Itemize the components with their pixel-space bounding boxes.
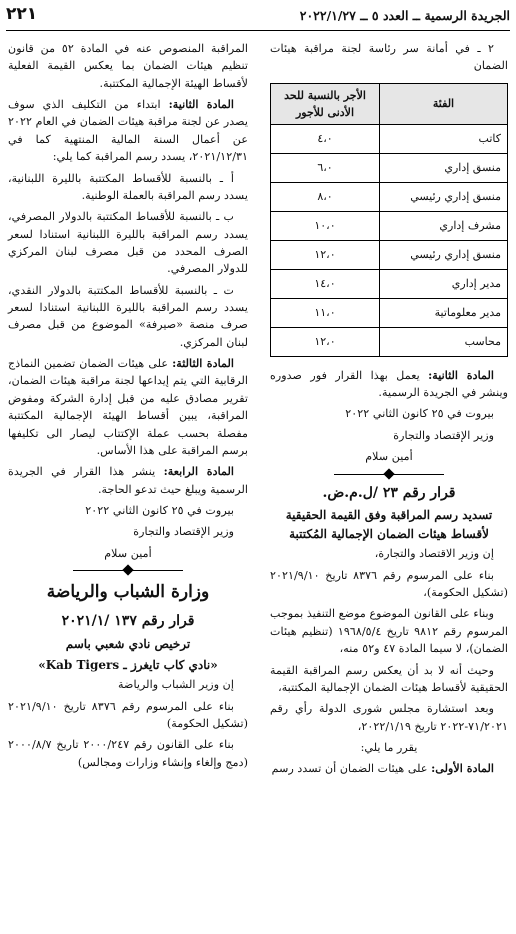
- club-name: «نادي كاب تايغرز ـ Kab Tigers»: [38, 657, 218, 672]
- signer-title: وزير الإقتصاد والتجارة: [393, 428, 494, 442]
- right-column: [270, 40, 508, 782]
- decision-title: قرار رقم ٢٣ /ل.م.ض.: [322, 484, 456, 501]
- table-row: [271, 240, 508, 269]
- article-text: ابتداء من التكليف الذي سوف يصدر عن لجنة مراقبة هيئات الضمان في العام ٢٠٢٢ عن أعمال السنة المالية المنتهية كما في ٢٠٢١/١٢/٣١، يسدد رسم المراقبة كما يلي:: [8, 98, 248, 164]
- table-cell-category: مشرف إداري: [380, 211, 508, 240]
- list-item: أ ـ بالنسبة للأقساط المكتتبة بالليرة اللبنانية، يسدد رسم المراقبة بالعملة الوطنية.: [8, 171, 248, 202]
- table-cell-value: ١٤،٠: [271, 269, 380, 298]
- signer-title: وزير الإقتصاد والتجارة: [133, 525, 234, 539]
- date-line: بيروت في ٢٥ كانون الثاني ٢٠٢٢: [345, 407, 494, 421]
- paragraph: بناء على المرسوم رقم ٨٣٧٦ تاريخ ٢٠٢١/٩/١٠ (تشكيل الحكومة)،: [270, 568, 508, 600]
- table-cell-value: ٦،٠: [271, 153, 380, 182]
- article-1-paragraph: [270, 760, 508, 777]
- table-cell-value: ٨،٠: [271, 182, 380, 211]
- table-row: [271, 124, 508, 153]
- table-cell-value: ١٢،٠: [271, 240, 380, 269]
- table-cell-category: كاتب: [380, 124, 508, 153]
- page-number: ٢٢١: [6, 4, 38, 24]
- table-row: [271, 182, 508, 211]
- list-item: ت ـ بالنسبة للأقساط المكتتبة بالدولار النقدي، يسدد رسم المراقبة بالليرة اللبنانية استنادا لسعر صرف منصة «صيرفة» الموضوع من قبل مصرف لبنان المركزي.: [8, 283, 248, 349]
- paragraph: إن وزير الاقتصاد والتجارة،: [374, 547, 494, 561]
- table-row: [271, 269, 508, 298]
- signer-name: أمين سلام: [104, 546, 152, 560]
- decision-subtitle: ترخيص نادي شعبي باسم: [65, 637, 191, 652]
- paragraph: يقرر ما يلي:: [360, 740, 418, 754]
- date-line: بيروت في ٢٥ كانون الثاني ٢٠٢٢: [85, 503, 234, 517]
- paragraph: بناء على القانون رقم ٢٠٠٠/٢٤٧ تاريخ ٢٠٠٠/٨/٧ (دمج وإلغاء وإنشاء وزارات ومجالس): [8, 738, 248, 769]
- intro-paragraph: ٢ ـ في أمانة سر رئاسة لجنة مراقبة هيئات الضمان: [270, 42, 508, 73]
- paragraph: وبعد استشارة مجلس شورى الدولة رأي رقم ٧١/٢٠٢١-٢٠٢٢ تاريخ ٢٠٢٢/١/١٩،: [270, 702, 508, 733]
- table-cell-category: منسق إداري رئيسي: [380, 182, 508, 211]
- section-divider: [73, 570, 183, 571]
- list-item: ب ـ بالنسبة للأقساط المكتتبة بالدولار المصرفي، يسدد رسم المراقبة بالليرة اللبنانية استنادا لسعر الصرف المحدد من قبل مصرف لبنان المركزي للدولار المصرفي.: [8, 210, 248, 276]
- article-label: المادة الرابعة:: [163, 464, 234, 479]
- paragraph: وبناء على القانون الموضوع موضع التنفيذ بموجب المرسوم رقم ٩٨١٢ تاريخ ١٩٦٨/٥/٤ (تنظيم هيئات الضمان)، لا سيما المادة ٤٧ و٥٢ منه،: [270, 607, 509, 656]
- article-label: المادة الثانية:: [168, 97, 234, 112]
- article-label: المادة الثانية:: [428, 367, 494, 382]
- table-cell-category: محاسب: [380, 327, 508, 356]
- table-cell-category: منسق إداري: [380, 153, 508, 182]
- rates-table: [270, 83, 508, 357]
- table-row: [271, 327, 508, 356]
- table-cell-value: ١١،٠: [271, 298, 380, 327]
- paragraph: المراقبة المنصوص عنه في المادة ٥٢ من قانون تنظيم هيئات الضمان بما يعكس القيمة الفعلية لأقساط الهيئة الإجمالية المكتتبة.: [8, 42, 248, 90]
- table-header-row: [271, 83, 508, 124]
- table-header-category: الفئة: [380, 83, 508, 124]
- decision-subtitle: تسديد رسم المراقبة وفق القيمة الحقيقية لأقساط هيئات الضمان الإجمالية المُكتتبة: [285, 508, 493, 541]
- article-text: يعمل بهذا القرار فور صدوره وينشر في الجريدة الرسمية.: [270, 368, 508, 400]
- table-cell-category: مدير إداري: [380, 269, 508, 298]
- gazette-title: الجريدة الرسمية ــ العدد ٥ ــ ٢٠٢٢/١/٢٧: [299, 8, 510, 23]
- article-4-paragraph: [8, 463, 248, 498]
- article-2-paragraph: [8, 96, 248, 165]
- article-text: على هيئات الضمان تضمين النماذج الرقابية التي يتم إيداعها لجنة مراقبة هيئات الضمان، تقرير مصادق عليه من قبل إدارة الشركة ومفوض المراقبة، يبين أقساط الهيئة الإجمالية المكتتبة مفصلة بحسب عملة الإكتتاب ليصار الى تكليفها برسم المراقبة على هذا الأساس.: [8, 357, 248, 457]
- header-rule: [6, 30, 510, 31]
- table-row: [271, 298, 508, 327]
- section-divider: [334, 474, 444, 475]
- table-row: [271, 153, 508, 182]
- article-label: المادة الأولى:: [431, 761, 494, 776]
- left-column: [8, 40, 248, 775]
- signer-name: أمين سلام: [365, 450, 413, 464]
- paragraph: وحيث أنه لا بد أن يعكس رسم المراقبة القيمة الحقيقية لأقساط هيئات الضمان الإجمالية المكتتبة،: [270, 663, 508, 694]
- page-header: [6, 4, 510, 30]
- table-header-wage: الأجر بالنسبة للحد الأدنى للأجور: [271, 83, 380, 124]
- article-label: المادة الثالثة:: [172, 356, 234, 371]
- article-text: ينشر هذا القرار في الجريدة الرسمية ويبلغ حيث تدعو الحاجة.: [8, 465, 248, 496]
- paragraph: بناء على المرسوم رقم ٨٣٧٦ تاريخ ٢٠٢١/٩/١٠ (تشكيل الحكومة): [8, 699, 248, 730]
- ministry-title: وزارة الشباب والرياضة: [46, 582, 210, 603]
- article-3-paragraph: [8, 355, 248, 459]
- paragraph: إن وزير الشباب والرياضة: [117, 678, 234, 692]
- table-cell-value: ١٢،٠: [271, 327, 380, 356]
- article-2-paragraph: [270, 367, 508, 402]
- article-text: على هيئات الضمان أن تسدد رسم: [271, 762, 428, 776]
- table-row: [271, 211, 508, 240]
- decision-title: قرار رقم ١٣٧ /٢٠٢١/١: [61, 613, 195, 630]
- table-cell-value: ٤،٠: [271, 124, 380, 153]
- table-cell-value: ١٠،٠: [271, 211, 380, 240]
- table-cell-category: مدير معلوماتية: [380, 298, 508, 327]
- table-cell-category: منسق إداري رئيسي: [380, 240, 508, 269]
